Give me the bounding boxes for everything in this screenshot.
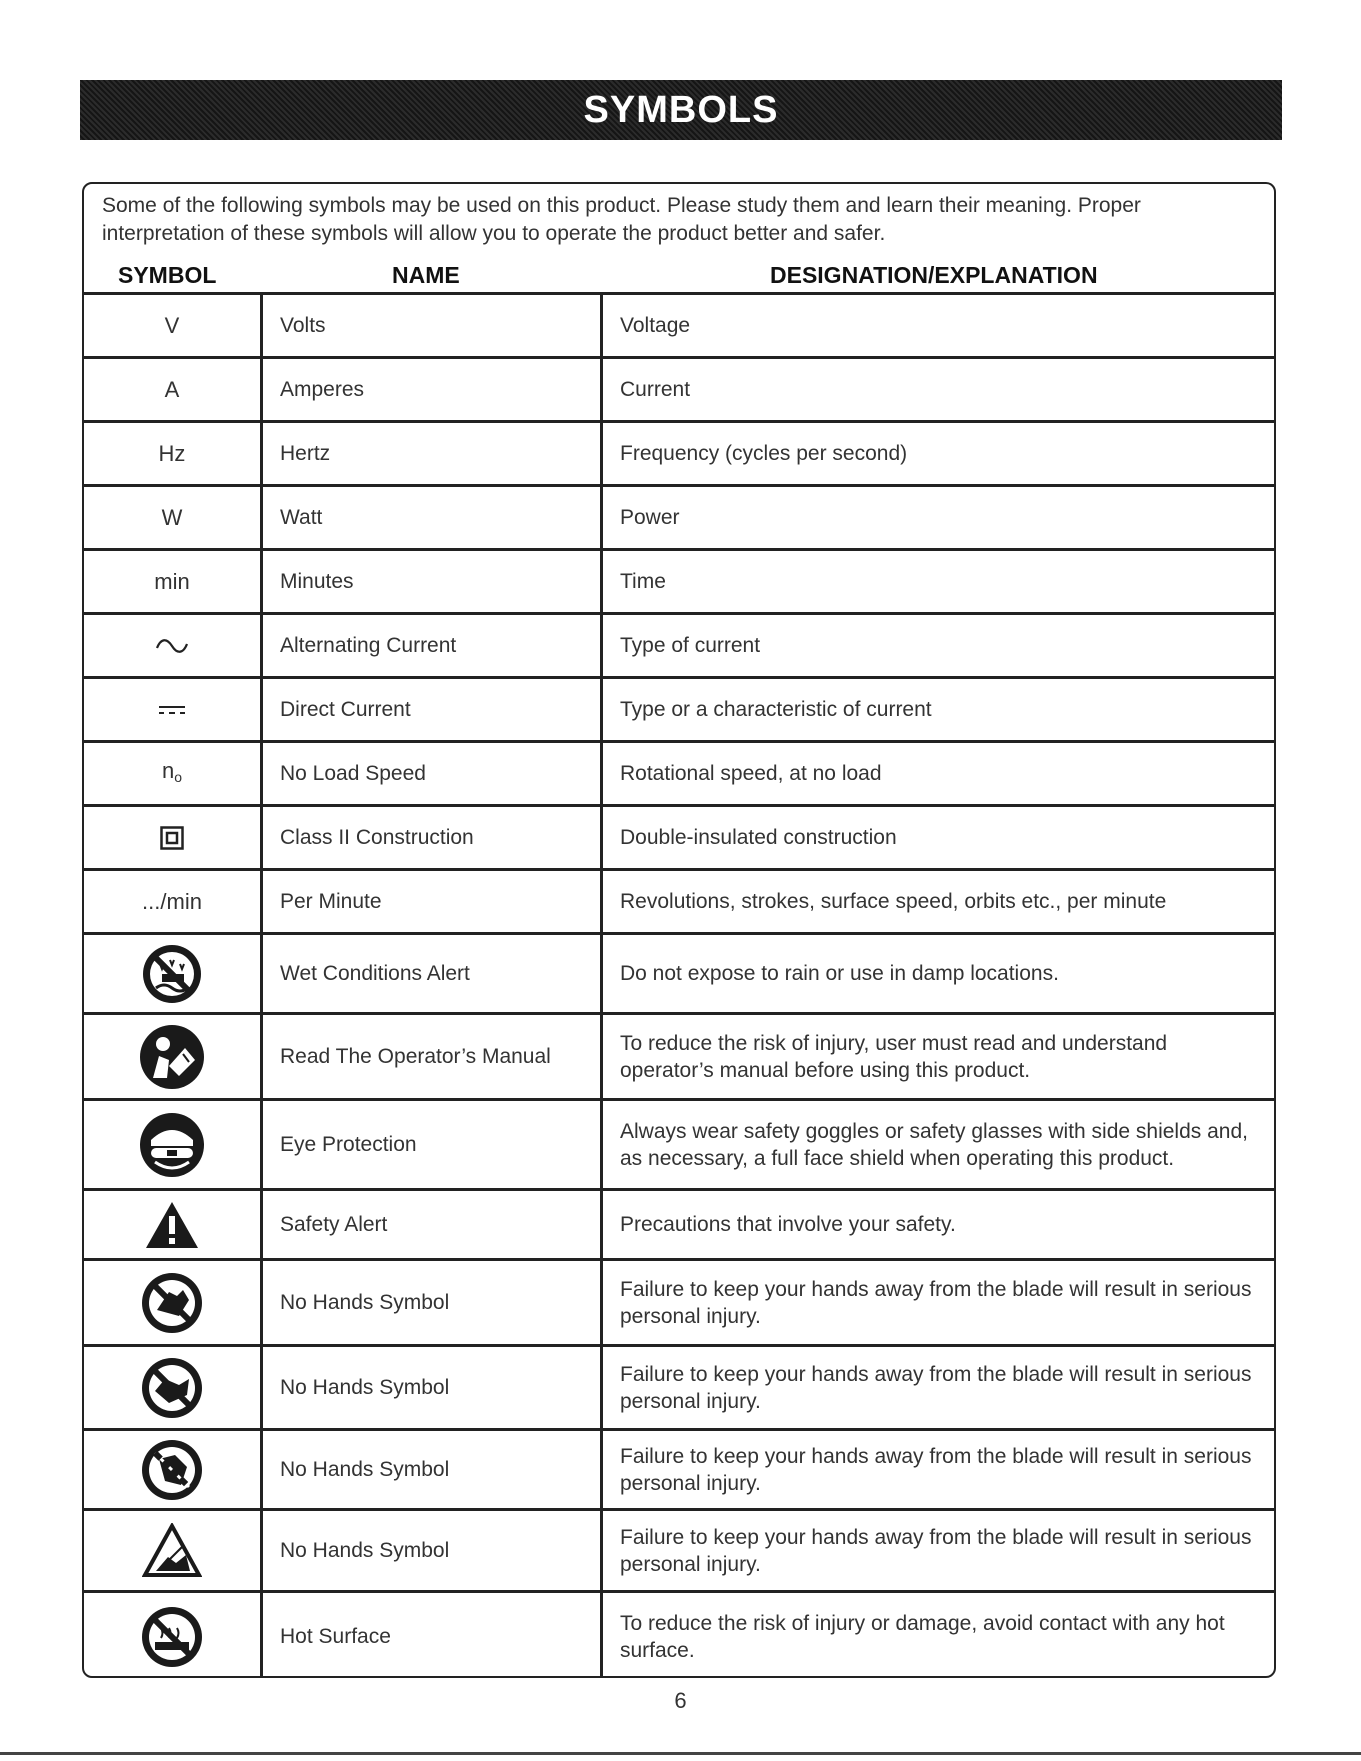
row-explanation: Failure to keep your hands away from the blade will result in serious personal injury. xyxy=(620,1277,1252,1328)
table-row xyxy=(84,804,1274,868)
hot-surface-icon xyxy=(139,1604,205,1670)
no-load-speed-symbol xyxy=(162,757,182,791)
row-explanation: Frequency (cycles per second) xyxy=(620,442,908,465)
row-name: Hot Surface xyxy=(280,1625,391,1648)
table-row xyxy=(84,1344,1274,1428)
row-explanation: To reduce the risk of injury or damage, avoid contact with any hot surface. xyxy=(620,1611,1225,1662)
table-row xyxy=(84,484,1274,548)
no-hands-icon xyxy=(139,1437,205,1503)
row-name: Per Minute xyxy=(280,890,382,913)
row-explanation: To reduce the risk of injury, user must read and understand operator’s manual before using this product. xyxy=(620,1031,1168,1082)
safety-alert-icon xyxy=(144,1200,200,1250)
symbol-main: n xyxy=(161,758,175,783)
symbol-text: A xyxy=(164,377,180,402)
row-explanation: Power xyxy=(620,506,680,529)
column-header-name: NAME xyxy=(392,262,460,288)
row-name: Hertz xyxy=(280,442,331,465)
column-header-explanation: DESIGNATION/EXPLANATION xyxy=(770,262,1098,288)
row-name: No Hands Symbol xyxy=(280,1458,450,1481)
table-row xyxy=(84,868,1274,932)
row-name: Class II Construction xyxy=(280,826,474,849)
table-row xyxy=(84,1428,1274,1508)
row-name: No Hands Symbol xyxy=(280,1539,450,1562)
row-explanation: Type of current xyxy=(620,634,761,657)
symbol-subscript: o xyxy=(174,769,183,785)
row-explanation: Failure to keep your hands away from the blade will result in serious personal injury. xyxy=(620,1362,1252,1413)
row-explanation: Failure to keep your hands away from the blade will result in serious personal injury. xyxy=(620,1444,1252,1495)
no-hands-icon xyxy=(139,1355,205,1421)
wet-conditions-icon xyxy=(140,942,204,1006)
eye-protection-icon xyxy=(137,1110,207,1180)
table-row xyxy=(84,356,1274,420)
row-name: Alternating Current xyxy=(280,634,457,657)
symbol-text: V xyxy=(164,313,180,338)
row-name: Amperes xyxy=(280,378,365,401)
table-row xyxy=(84,292,1274,356)
direct-current-icon xyxy=(157,704,187,716)
row-explanation: Do not expose to rain or use in damp locations. xyxy=(620,962,1059,985)
table-row xyxy=(84,1258,1274,1344)
page-title: SYMBOLS xyxy=(583,88,779,131)
table-row xyxy=(84,676,1274,740)
table-row xyxy=(84,612,1274,676)
symbol-text: W xyxy=(161,505,183,530)
row-explanation: Rotational speed, at no load xyxy=(620,762,882,785)
symbol-text: .../min xyxy=(142,889,202,914)
bottom-rule xyxy=(0,1752,1361,1755)
column-header-symbol: SYMBOL xyxy=(118,262,217,288)
row-name: Eye Protection xyxy=(280,1133,417,1156)
row-explanation: Time xyxy=(620,570,666,593)
symbol-text: Hz xyxy=(158,441,186,466)
table-row xyxy=(84,1098,1274,1188)
row-name: Volts xyxy=(280,314,326,337)
row-explanation: Voltage xyxy=(620,314,691,337)
table-row xyxy=(84,740,1274,804)
read-manual-icon xyxy=(137,1022,207,1092)
row-name: Direct Current xyxy=(280,698,411,721)
row-explanation: Type or a characteristic of current xyxy=(620,698,932,721)
table-row xyxy=(84,1012,1274,1098)
row-explanation: Revolutions, strokes, surface speed, orbits etc., per minute xyxy=(620,890,1167,913)
intro-text: Some of the following symbols may be used on this product. Please study them and learn their meaning. Proper interpretation of these symbols will allow you to operate the product better and safer. xyxy=(102,194,1141,245)
row-name: Minutes xyxy=(280,570,354,593)
row-name: No Load Speed xyxy=(280,762,426,785)
row-name: No Hands Symbol xyxy=(280,1291,450,1314)
table-row xyxy=(84,1508,1274,1590)
table-row xyxy=(84,548,1274,612)
row-explanation: Always wear safety goggles or safety glasses with side shields and, as necessary, a full face shield when operating this product. xyxy=(620,1119,1248,1170)
table-row xyxy=(84,932,1274,1012)
symbols-table xyxy=(82,182,1276,1678)
alternating-current-icon xyxy=(155,636,189,656)
page-banner xyxy=(80,80,1282,140)
row-name: Watt xyxy=(280,506,323,529)
symbol-text: min xyxy=(154,569,190,594)
row-name: Wet Conditions Alert xyxy=(280,962,470,985)
table-row xyxy=(84,1590,1274,1678)
table-row xyxy=(84,420,1274,484)
page-number: 6 xyxy=(674,1688,687,1713)
row-name: Safety Alert xyxy=(280,1213,388,1236)
no-hands-icon xyxy=(139,1270,205,1336)
row-name: No Hands Symbol xyxy=(280,1376,450,1399)
table-row xyxy=(84,1188,1274,1258)
row-name: Read The Operator’s Manual xyxy=(280,1045,551,1068)
row-explanation: Current xyxy=(620,378,691,401)
class-ii-construction-icon xyxy=(160,826,184,850)
row-explanation: Failure to keep your hands away from the blade will result in serious personal injury. xyxy=(620,1525,1252,1576)
row-explanation: Double-insulated construction xyxy=(620,826,897,849)
no-hands-warning-triangle-icon xyxy=(142,1523,202,1579)
row-explanation: Precautions that involve your safety. xyxy=(620,1213,956,1236)
